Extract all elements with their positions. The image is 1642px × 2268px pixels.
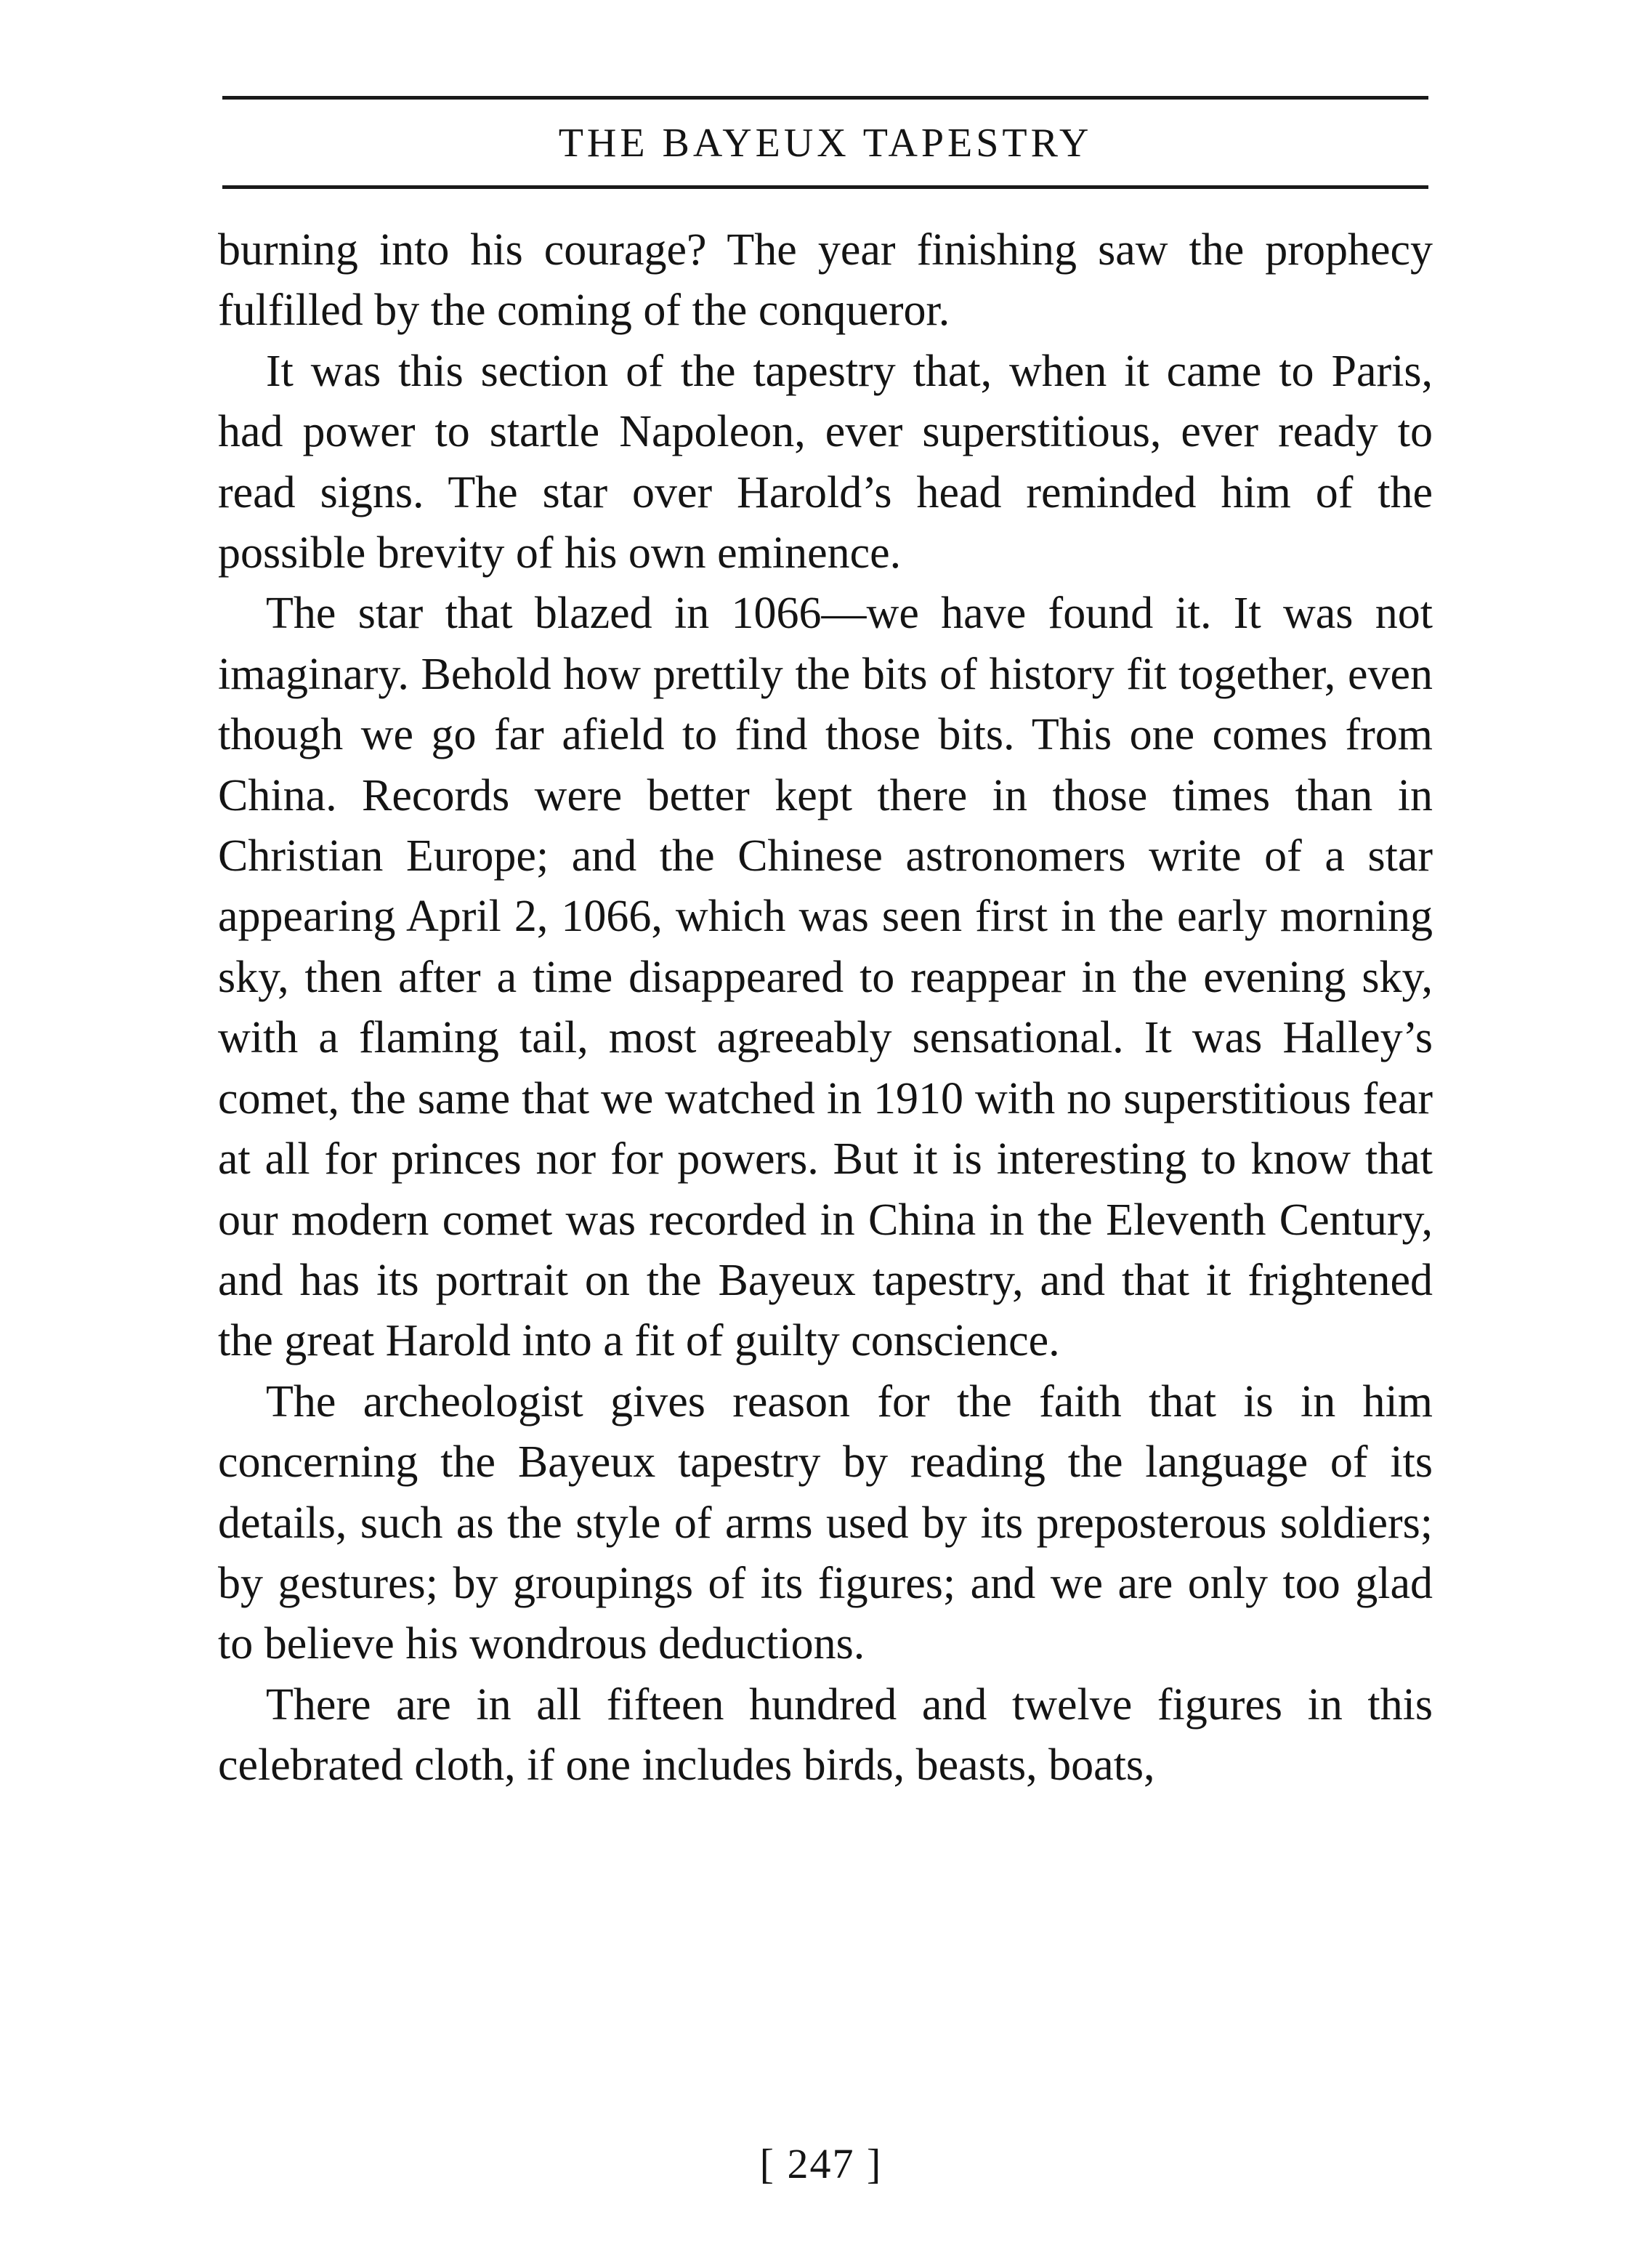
paragraph-continued: burning into his courage? The year finishing saw the prophecy fulfilled by the coming of the conqueror. xyxy=(218,225,1433,336)
header-rule-top xyxy=(222,96,1428,100)
paragraph-napoleon: It was this section of the tapestry that, when it came to Paris, had power to startle Napoleon, ever superstitious, ever ready to read signs. The star over Harold’s head reminded him of the possible brevity of his own eminence. xyxy=(218,346,1433,578)
page-number: [ 247 ] xyxy=(759,2140,883,2187)
paragraph-figures: There are in all fifteen hundred and twelve figures in this celebrated cloth, if one includes birds, beasts, boats, xyxy=(218,1679,1433,1791)
body-text xyxy=(218,220,1433,1796)
header-rule-bottom xyxy=(222,185,1428,189)
paragraph-halleys-comet: The star that blazed in 1066—we have found it. It was not imaginary. Behold how prettily the bits of history fit together, even though we go far afield to find those bits. This one comes from China. Records were better kept there in those times than in Christian Europe; and the Chinese astronomers write of a star appearing April 2, 1066, which was seen first in the early morning sky, then after a time disappeared to reappear in the evening sky, with a flaming tail, most agreeably sensational. It was Halley’s comet, the same that we watched in 1910 with no superstitious fear at all for princes nor for powers. But it is interesting to know that our modern comet was recorded in China in the Eleventh Century, and has its portrait on the Bayeux tapestry, and that it frightened the great Harold into a fit of guilty conscience. xyxy=(218,589,1433,1366)
running-head: THE BAYEUX TAPESTRY xyxy=(558,121,1093,166)
paragraph-archeologist: The archeologist gives reason for the faith that is in him concerning the Bayeux tapestry by reading the language of its details, such as the style of arms used by its preposterous soldiers; by gestures; by groupings of its figures; and we are only too glad to believe his wondrous deductions. xyxy=(218,1376,1433,1669)
